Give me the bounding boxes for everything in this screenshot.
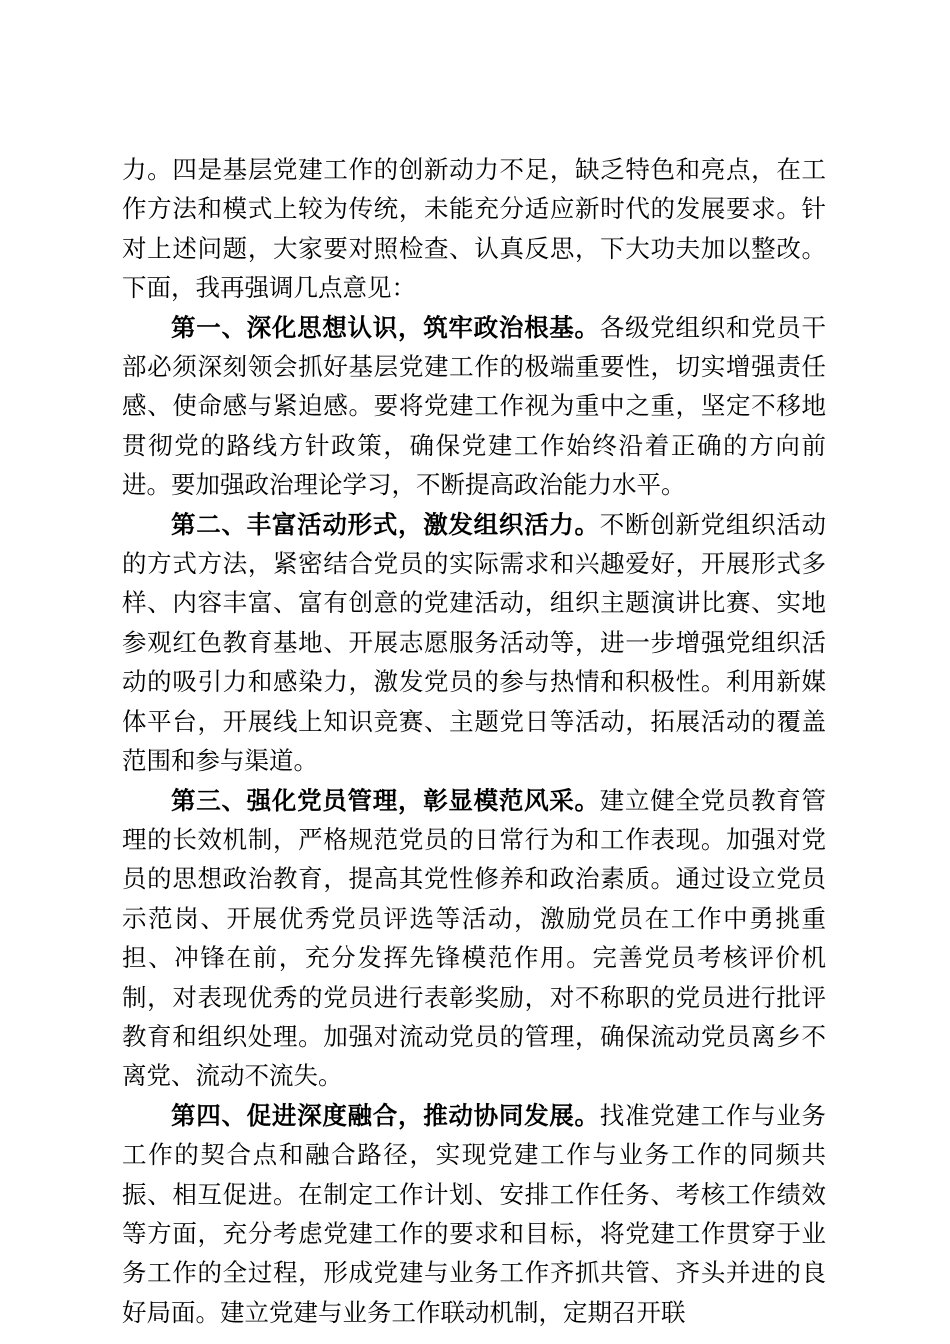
paragraph-text: 建立健全党员教育管理的长效机制，严格规范党员的日常行为和工作表现。加强对党员的思想政治教育，提高其党性修养和政治素质。通过设立党员示范岗、开展优秀党员评选等活动，激励党员在工作中勇挑重担、冲锋在前，充分发挥先锋模范作用。完善党员考核评价机制，对表现优秀的党员进行表彰奖励，对不称职的党员进行批评教育和组织处理。加强对流动党员的管理，确保流动党员离乡不离党、流动不流失。 (122, 785, 827, 1091)
paragraph-heading: 第三、强化党员管理，彰显模范风采。 (171, 785, 600, 815)
paragraph-text: 各级党组织和党员干部必须深刻领会抓好基层党建工作的极端重要性，切实增强责任感、使命感与紧迫感。要将党建工作视为重中之重，坚定不移地贯彻党的路线方针政策，确保党建工作始终沿着正确的方向前进。要加强政治理论学习，不断提高政治能力水平。 (122, 312, 827, 500)
paragraph-heading: 第二、丰富活动形式，激发组织活力。 (171, 509, 600, 539)
paragraph-heading: 第四、促进深度融合，推动协同发展。 (171, 1100, 600, 1130)
document-body (122, 150, 826, 1332)
paragraph-point-1 (122, 308, 826, 505)
paragraph-point-3 (122, 781, 826, 1096)
paragraph-heading: 第一、深化思想认识，筑牢政治根基。 (171, 312, 600, 342)
paragraph-intro (122, 150, 826, 308)
paragraph-point-2 (122, 505, 826, 781)
paragraph-text: 不断创新党组织活动的方式方法，紧密结合党员的实际需求和兴趣爱好，开展形式多样、内容丰富、富有创意的党建活动，组织主题演讲比赛、实地参观红色教育基地、开展志愿服务活动等，进一步增强党组织活动的吸引力和感染力，激发党员的参与热情和积极性。利用新媒体平台，开展线上知识竞赛、主题党日等活动，拓展活动的覆盖范围和参与渠道。 (122, 509, 827, 776)
paragraph-text: 找准党建工作与业务工作的契合点和融合路径，实现党建工作与业务工作的同频共振、相互促进。在制定工作计划、安排工作任务、考核工作绩效等方面，充分考虑党建工作的要求和目标，将党建工作贯穿于业务工作的全过程，形成党建与业务工作齐抓共管、齐头并进的良好局面。建立党建与业务工作联动机制，定期召开联 (122, 1100, 827, 1327)
paragraph-point-4 (122, 1096, 826, 1332)
paragraph-text: 力。四是基层党建工作的创新动力不足，缺乏特色和亮点，在工作方法和模式上较为传统，未能充分适应新时代的发展要求。针对上述问题，大家要对照检查、认真反思，下大功夫加以整改。下面，我再强调几点意见： (122, 155, 826, 303)
